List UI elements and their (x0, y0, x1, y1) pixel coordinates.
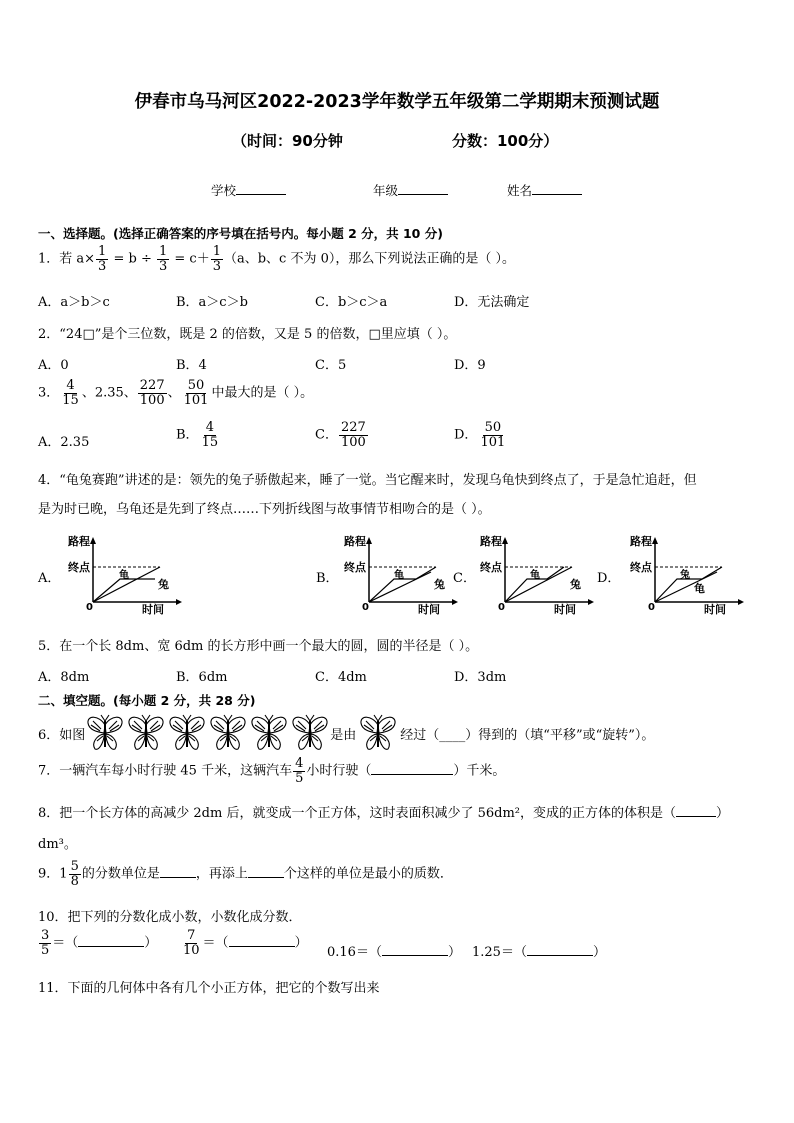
page-title: 伊春市乌马河区2022-2023学年数学五年级第二学期期末预测试题 (134, 92, 660, 112)
q4-graph-b[interactable] (336, 534, 461, 616)
question-4-line-1: 4．“龟兔赛跑”讲述的是：领先的兔子骄傲起来，睡了一觉。当它醒来时，发现乌龟快到终点了，于是急忙追赶，但 (38, 473, 697, 488)
svg-text:龟: 龟 (694, 582, 705, 595)
q4-option-a-label[interactable]: A． (38, 571, 61, 586)
svg-text:时间: 时间 (418, 603, 440, 616)
q5-option-b[interactable]: B．6dm (176, 670, 228, 685)
section-1-title: 一、选择题。(选择正确答案的序号填在括号内。每小题 2 分，共 10 分) (38, 226, 443, 241)
svg-text:龟: 龟 (530, 570, 540, 581)
question-9: 9．1 $\frac{5}{8}$ 的分数单位是 ，再添上 个这样的单位是最小的质数． (38, 859, 453, 889)
butterfly-icon (126, 713, 166, 753)
q4-graph-c[interactable] (472, 534, 597, 616)
svg-text:兔: 兔 (158, 578, 169, 591)
svg-text:路程: 路程 (68, 535, 90, 548)
question-3: 3． $\frac{4}{15}$ 、2.35、 $\frac{227}{100}$ 、 $\frac{50}{101}$ 中最大的是（ ）。 (38, 378, 314, 408)
q10-blank-4[interactable] (527, 943, 593, 956)
q1-option-a[interactable]: A．a＞b＞c (38, 295, 110, 310)
q3-option-d[interactable]: D． $\frac{50}{101}$ (454, 420, 506, 450)
q1-option-c[interactable]: C．b＞c＞a (315, 295, 388, 310)
q9-blank-1[interactable] (160, 865, 196, 878)
svg-text:终点: 终点 (68, 561, 90, 574)
svg-text:路程: 路程 (480, 535, 502, 548)
q4-option-d-label[interactable]: D． (597, 571, 621, 586)
question-5: 5．在一个长 8dm、宽 6dm 的长方形中画一个最大的圆，圆的半径是（ ）。 (38, 639, 479, 654)
q5-option-c[interactable]: C．4dm (315, 670, 367, 685)
q7-answer-blank[interactable] (371, 762, 453, 775)
exam-score: 分数：100分） (452, 132, 559, 150)
fraction: $\frac{50}{101}$ (183, 378, 209, 408)
q4-option-c-label[interactable]: C． (453, 571, 476, 586)
q10-item-4: 1.25＝（ ） (472, 945, 606, 960)
fraction: $\frac{1}{3}$ (212, 244, 221, 274)
q9-blank-2[interactable] (248, 865, 284, 878)
svg-text:兔: 兔 (680, 570, 690, 581)
svg-text:时间: 时间 (554, 603, 576, 616)
q4-graph-d[interactable] (622, 534, 747, 616)
q3-option-c[interactable]: C． $\frac{227}{100}$ (315, 420, 366, 450)
svg-text:兔: 兔 (434, 578, 445, 591)
butterfly-icon (208, 713, 248, 753)
q4-graph-a[interactable] (60, 534, 185, 616)
exam-time: （时间：90分钟 (232, 132, 343, 150)
svg-text:时间: 时间 (142, 603, 164, 616)
svg-text:0: 0 (648, 602, 655, 613)
svg-text:路程: 路程 (630, 535, 652, 548)
svg-text:终点: 终点 (480, 561, 502, 574)
svg-text:龟: 龟 (119, 570, 129, 581)
svg-text:0: 0 (362, 602, 369, 613)
q4-option-b-label[interactable]: B． (316, 571, 339, 586)
butterfly-icon (167, 713, 207, 753)
q10-blank-2[interactable] (229, 934, 295, 947)
q10-item-2: $\frac{7}{10}$ ＝（ ） (183, 928, 308, 958)
question-10: 10．把下列的分数化成小数，小数化成分数． (38, 910, 302, 925)
q10-blank-3[interactable] (382, 943, 448, 956)
q2-option-d[interactable]: D．9 (454, 358, 486, 373)
q3-option-a[interactable]: A．2.35 (38, 435, 90, 450)
question-1: 1．若 a× $\frac{1}{3}$ = b ÷ $\frac{1}{3}$ = c＋ $\frac{1}{3}$ （a、b、c 不为 0），那么下列说法正确的是（ ）。 (38, 244, 516, 274)
q10-item-3: 0.16＝（ ） (327, 945, 461, 960)
svg-text:0: 0 (498, 602, 505, 613)
butterfly-icon (249, 713, 289, 753)
question-8: 8．把一个长方体的高减少 2dm 后，就变成一个正方体，这时表面积减少了 56dm²，变成的正方体的体积是（ ） (38, 806, 730, 821)
q10-blank-1[interactable] (78, 934, 144, 947)
svg-text:终点: 终点 (630, 561, 652, 574)
q5-option-a[interactable]: A．8dm (38, 670, 90, 685)
q8-answer-blank[interactable] (676, 804, 716, 817)
svg-text:兔: 兔 (570, 578, 581, 591)
svg-text:时间: 时间 (704, 603, 726, 616)
q2-option-c[interactable]: C．5 (315, 358, 347, 373)
question-11: 11．下面的几何体中各有几个小正方体，把它的个数写出来 (38, 981, 380, 996)
svg-text:0: 0 (86, 602, 93, 613)
q10-item-1: $\frac{3}{5}$ ＝（ ） (41, 928, 158, 958)
svg-text:龟: 龟 (394, 570, 404, 581)
question-4-line-2: 是为时已晚，乌龟还是先到了终点……下列折线图与故事情节相吻合的是（ ）。 (38, 502, 491, 517)
svg-text:终点: 终点 (344, 561, 366, 574)
q1-option-b[interactable]: B．a＞c＞b (176, 295, 248, 310)
school-field[interactable]: 学校 (211, 181, 286, 199)
fraction: $\frac{1}{3}$ (158, 244, 168, 274)
q2-option-b[interactable]: B．4 (176, 358, 207, 373)
butterfly-icon (290, 713, 330, 753)
question-7: 7．一辆汽车每小时行驶 45 千米，这辆汽车 $\frac{4}{5}$ 小时行驶（ ）千米。 (38, 756, 506, 786)
butterfly-icon (85, 713, 125, 753)
fraction: $\frac{4}{15}$ (62, 378, 79, 408)
q1-option-d[interactable]: D．无法确定 (454, 295, 530, 310)
fraction: $\frac{227}{100}$ (139, 378, 165, 408)
butterfly-icon (358, 713, 398, 753)
question-6: 6．如图 是由 经过（____）得到的（填“平移”或“旋转”）。 (38, 712, 654, 754)
section-2-title: 二、填空题。(每小题 2 分，共 28 分) (38, 693, 256, 708)
question-2: 2．“24□”是个三位数，既是 2 的倍数，又是 5 的倍数，□里应填（ ）。 (38, 327, 457, 342)
q3-option-b[interactable]: B． $\frac{4}{15}$ (176, 420, 219, 450)
grade-field[interactable]: 年级 (373, 181, 448, 199)
q2-option-a[interactable]: A．0 (38, 358, 69, 373)
fraction: $\frac{1}{3}$ (98, 244, 107, 274)
q5-option-d[interactable]: D．3dm (454, 670, 507, 685)
question-8-unit: dm³。 (38, 837, 77, 852)
svg-text:路程: 路程 (344, 535, 366, 548)
name-field[interactable]: 姓名 (507, 181, 582, 199)
